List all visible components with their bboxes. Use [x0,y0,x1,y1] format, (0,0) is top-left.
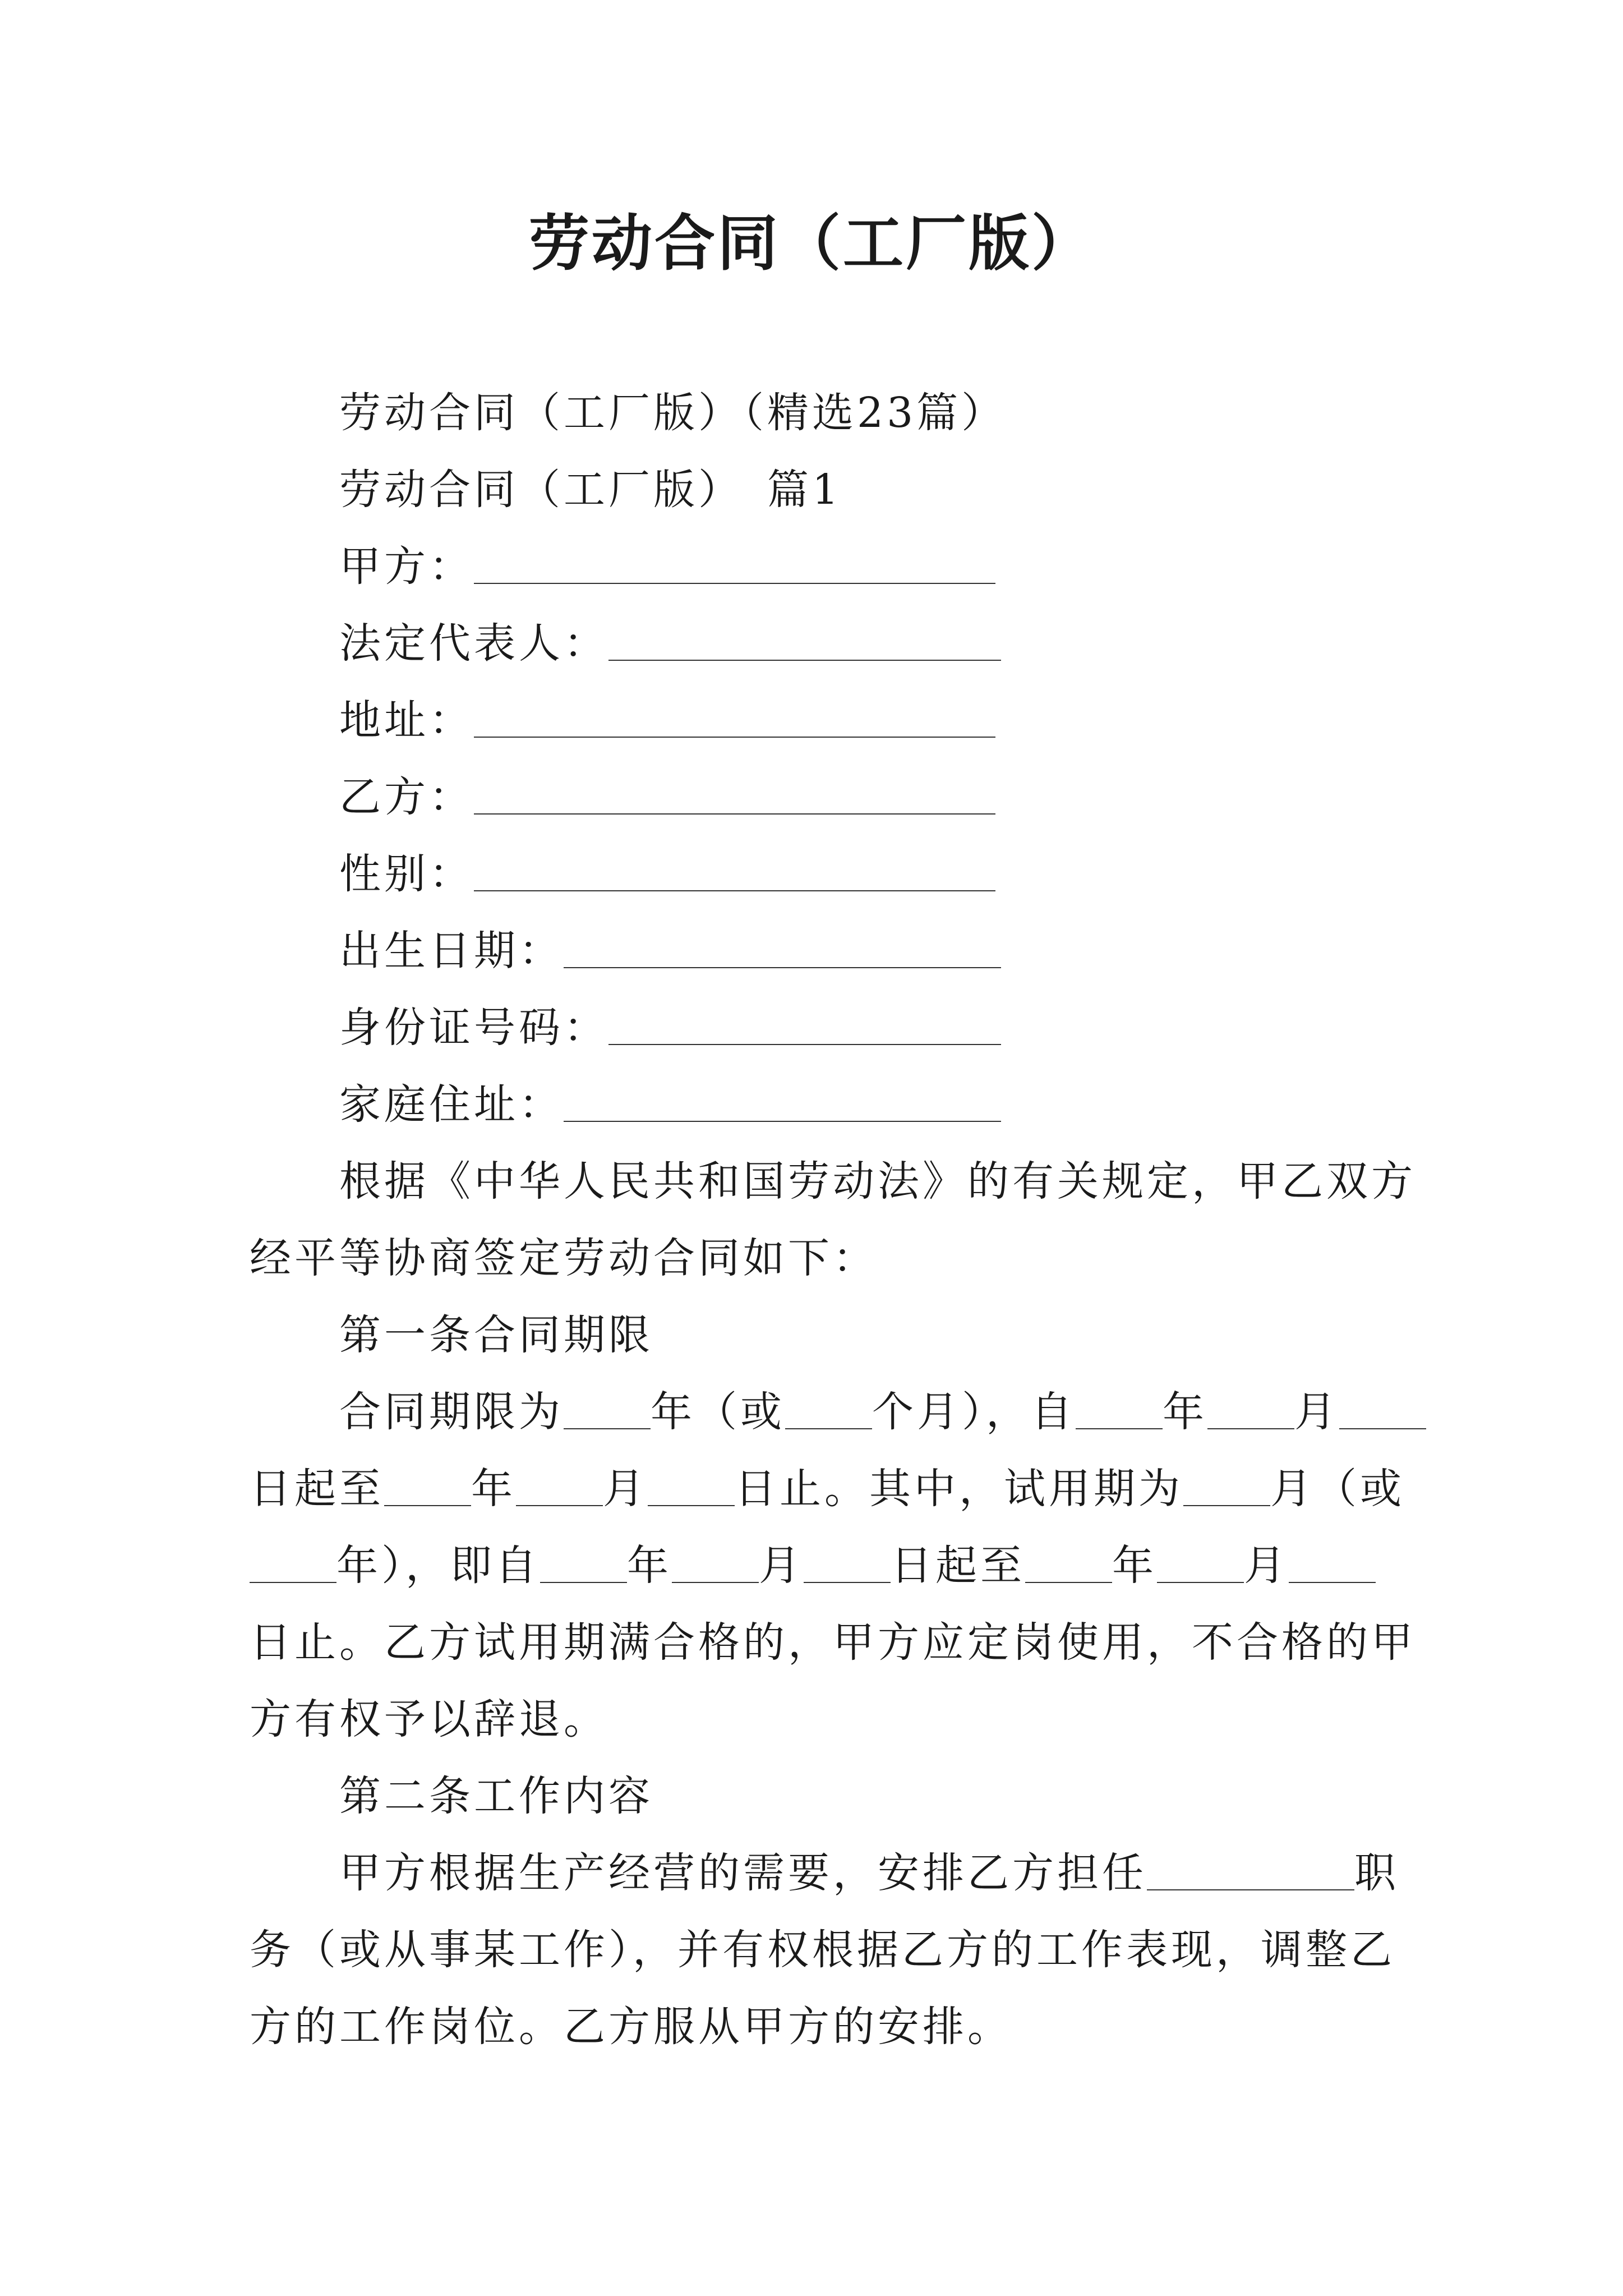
text-segment: 年 [1112,1542,1157,1590]
text-segment: 月 [603,1465,648,1513]
article-2-line-3: 方的工作岗位。乙方服从甲方的安排。 [250,2003,1012,2051]
field-id-number [250,990,1394,1066]
text-segment: 年 [471,1465,516,1513]
document-body [250,375,1416,2065]
id-number-blank[interactable] [608,1043,1001,1045]
field-label: 甲方： [339,542,474,591]
text-segment: 甲方根据生产经营的需要，安排乙方担任 [339,1849,1147,1897]
field-label: 法定代表人： [339,619,608,668]
field-party-a [250,528,1394,605]
legal-representative-blank[interactable] [608,659,1001,661]
article-1-line-3 [250,1527,1394,1604]
probation-start-year-blank[interactable] [540,1581,627,1583]
contract-months-blank[interactable] [785,1428,872,1429]
probation-start-month-blank[interactable] [672,1581,759,1583]
article-1-line-5: 方有权予以辞退。 [250,1695,608,1743]
contract-years-blank[interactable] [564,1428,651,1429]
article-2-heading: 第二条工作内容 [339,1772,653,1820]
subtitle: 劳动合同（工厂版）（精选23篇） [339,389,1007,437]
gender-blank[interactable] [474,890,995,891]
field-gender [250,836,1394,913]
text-segment: 日止。其中，试用期为 [735,1465,1183,1513]
text-segment: 年），即自 [336,1542,540,1590]
text-segment: 个月），自 [872,1388,1076,1436]
text-segment: 日起至 [891,1542,1025,1590]
probation-years-blank[interactable] [250,1581,336,1583]
field-label: 地址： [339,696,474,744]
field-label: 出生日期： [339,927,564,975]
field-legal-representative [250,605,1394,682]
end-day-blank[interactable] [648,1504,735,1506]
probation-end-month-blank[interactable] [1157,1581,1244,1583]
field-address [250,682,1394,759]
article-2-line-2: 务（或从事某工作），并有权根据乙方的工作表现，调整乙 [250,1926,1395,1974]
field-label: 性别： [339,850,474,898]
document-title: 劳动合同（工厂版） [528,209,1094,279]
end-year-blank[interactable] [384,1504,471,1506]
party-b-blank[interactable] [474,813,995,815]
probation-months-blank[interactable] [1183,1504,1270,1506]
field-home-address [250,1066,1394,1143]
intro-line-1: 根据《中华人民共和国劳动法》的有关规定，甲乙双方 [339,1157,1416,1205]
field-label: 乙方： [339,773,474,821]
start-month-blank[interactable] [1207,1428,1294,1429]
birth-date-blank[interactable] [564,967,1001,968]
start-year-blank[interactable] [1076,1428,1163,1429]
intro-line-2: 经平等协商签定劳动合同如下： [250,1234,878,1282]
text-segment: 月 [1244,1542,1289,1590]
text-segment: 月 [759,1542,804,1590]
article-1-heading: 第一条合同期限 [339,1311,653,1359]
text-segment: 年 [1163,1388,1207,1436]
text-segment: 职 [1354,1849,1399,1897]
section-heading: 劳动合同（工厂版） 篇1 [339,466,842,514]
text-segment: 月 [1294,1388,1339,1436]
position-blank[interactable] [1147,1889,1354,1890]
text-segment: 年 [627,1542,672,1590]
probation-end-year-blank[interactable] [1025,1581,1112,1583]
end-month-blank[interactable] [516,1504,603,1506]
probation-end-day-blank[interactable] [1289,1581,1376,1583]
article-1-line-4: 日止。乙方试用期满合格的，甲方应定岗使用，不合格的甲 [250,1618,1416,1667]
article-2-line-1 [250,1835,1399,1912]
party-a-blank[interactable] [474,582,995,584]
text-segment: 日起至 [250,1465,384,1513]
home-address-blank[interactable] [564,1120,1001,1122]
text-segment: 合同期限为 [339,1388,564,1436]
start-day-blank[interactable] [1339,1428,1426,1429]
article-1-line-2 [250,1451,1405,1527]
address-blank[interactable] [474,736,995,738]
text-segment: 月（或 [1270,1465,1405,1513]
field-label: 家庭住址： [339,1080,564,1129]
field-party-b [250,759,1394,836]
probation-start-day-blank[interactable] [804,1581,891,1583]
field-birth-date [250,913,1394,990]
article-1-line-1 [250,1374,1394,1451]
text-segment: 年（或 [651,1388,785,1436]
field-label: 身份证号码： [339,1004,608,1052]
